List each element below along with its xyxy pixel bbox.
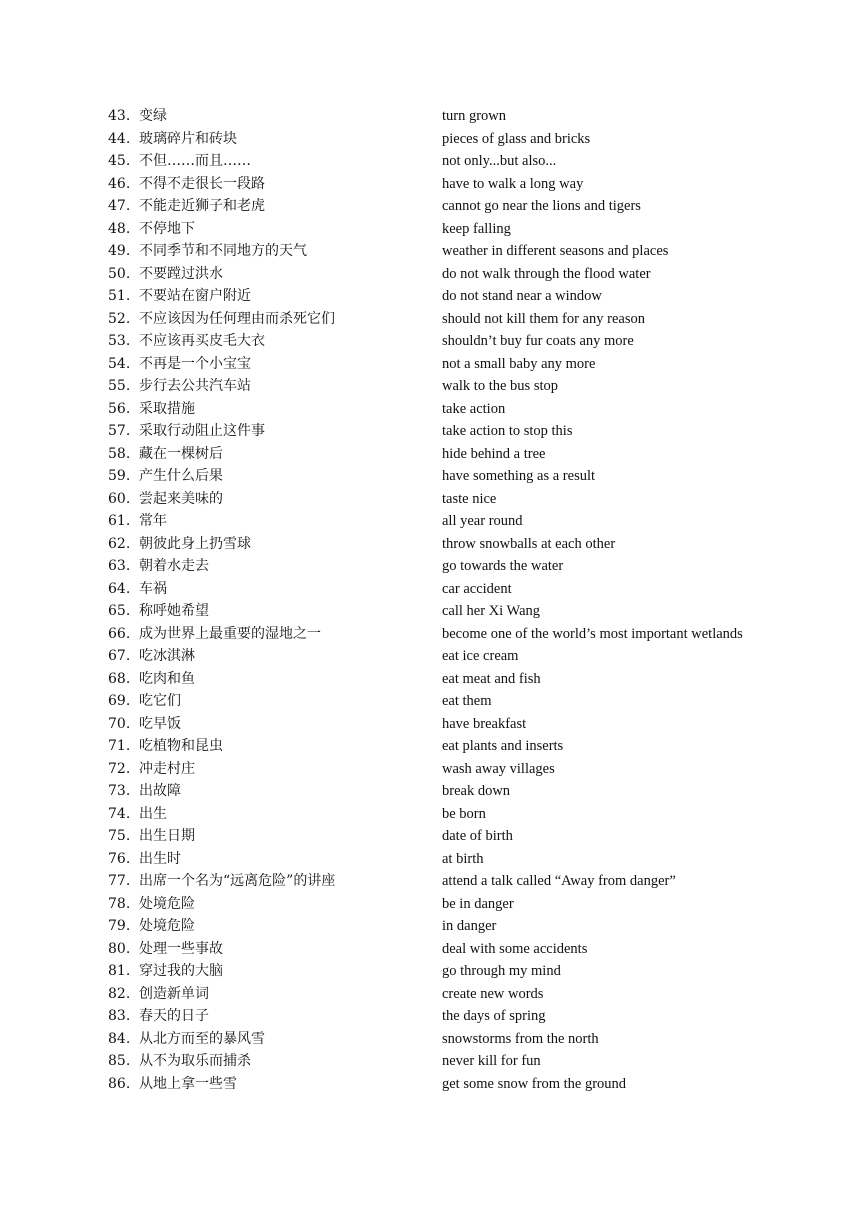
english-phrase: attend a talk called “Away from danger” [442, 873, 676, 889]
english-phrase: go through my mind [442, 963, 561, 979]
chinese-phrase: 不能走近狮子和老虎 [139, 198, 265, 214]
vocab-row [108, 915, 808, 938]
vocab-row [108, 308, 808, 331]
english-phrase: the days of spring [442, 1008, 546, 1024]
entry-number: 85. [108, 1053, 131, 1069]
entry-number: 86. [108, 1075, 131, 1092]
vocab-row [108, 735, 808, 758]
chinese-phrase: 处理一些事故 [139, 940, 223, 957]
english-phrase: not a small baby any more [442, 355, 596, 372]
english-phrase: call her Xi Wang [442, 603, 541, 619]
english-phrase: get some snow from the ground [442, 1075, 627, 1092]
english-phrase: at birth [442, 850, 484, 867]
entry-number: 83. [108, 1008, 131, 1024]
entry-number: 64. [108, 580, 131, 597]
english-phrase: snowstorms from the north [442, 1030, 599, 1047]
entry-number: 68. [108, 670, 131, 687]
vocab-row [108, 443, 808, 466]
entry-number: 66. [108, 625, 131, 642]
english-phrase: create new words [442, 985, 544, 1002]
chinese-phrase: 吃它们 [139, 693, 181, 709]
vocab-row [108, 713, 808, 736]
chinese-phrase: 出生日期 [139, 828, 195, 844]
english-phrase: taste nice [442, 490, 497, 507]
english-phrase: deal with some accidents [442, 940, 588, 957]
english-phrase: do not walk through the flood water [442, 265, 651, 282]
english-phrase: all year round [442, 513, 523, 529]
entry-number: 61. [108, 513, 131, 529]
vocab-row [108, 285, 808, 308]
vocab-row [108, 758, 808, 781]
entry-number: 75. [108, 828, 131, 844]
chinese-phrase: 从不为取乐而捕杀 [139, 1053, 251, 1069]
entry-number: 77. [108, 873, 131, 889]
english-phrase: eat plants and inserts [442, 738, 564, 754]
entry-number: 84. [108, 1030, 131, 1047]
entry-number: 82. [108, 985, 131, 1002]
vocab-row [108, 533, 808, 556]
vocab-row [108, 803, 808, 826]
entry-number: 57. [108, 423, 131, 439]
chinese-phrase: 出生 [139, 805, 167, 822]
entry-number: 78. [108, 895, 131, 912]
chinese-phrase: 成为世界上最重要的湿地之一 [139, 625, 321, 642]
chinese-phrase: 称呼她希望 [139, 603, 209, 619]
vocab-row [108, 1073, 808, 1096]
chinese-phrase: 常年 [139, 513, 167, 529]
vocab-row [108, 668, 808, 691]
chinese-phrase: 吃早饭 [139, 715, 181, 732]
entry-number: 76. [108, 850, 131, 867]
entry-number: 51. [108, 288, 131, 304]
vocab-row [108, 465, 808, 488]
chinese-phrase: 冲走村庄 [139, 760, 195, 777]
entry-number: 80. [108, 940, 131, 957]
chinese-phrase: 朝着水走去 [139, 558, 209, 574]
entry-number: 45. [108, 153, 131, 169]
chinese-phrase: 尝起来美味的 [139, 490, 223, 507]
english-phrase: have breakfast [442, 715, 527, 732]
vocab-row [108, 128, 808, 151]
vocab-row [108, 173, 808, 196]
entry-number: 55. [108, 378, 131, 394]
vocab-row [108, 263, 808, 286]
chinese-phrase: 车祸 [139, 580, 167, 597]
entry-number: 59. [108, 468, 131, 484]
chinese-phrase: 产生什么后果 [139, 468, 223, 484]
vocab-row [108, 600, 808, 623]
chinese-phrase: 处境危险 [139, 895, 195, 912]
english-phrase: eat them [442, 693, 492, 709]
entry-number: 50. [108, 265, 131, 282]
chinese-phrase: 处境危险 [139, 918, 195, 934]
entry-number: 63. [108, 558, 131, 574]
vocab-row [108, 555, 808, 578]
chinese-phrase: 吃冰淇淋 [139, 648, 195, 664]
entry-number: 60. [108, 490, 131, 507]
vocabulary-list [108, 105, 808, 1095]
entry-number: 47. [108, 198, 131, 214]
entry-number: 44. [108, 130, 131, 147]
chinese-phrase: 玻璃碎片和砖块 [139, 130, 237, 147]
english-phrase: have to walk a long way [442, 175, 584, 192]
chinese-phrase: 不要站在窗户附近 [139, 288, 251, 304]
chinese-phrase: 朝彼此身上扔雪球 [139, 535, 251, 552]
vocab-row [108, 195, 808, 218]
chinese-phrase: 不同季节和不同地方的天气 [139, 243, 307, 259]
entry-number: 49. [108, 243, 131, 259]
chinese-phrase: 变绿 [139, 108, 167, 124]
entry-number: 69. [108, 693, 131, 709]
english-phrase: eat meat and fish [442, 670, 541, 687]
chinese-phrase: 不要蹚过洪水 [139, 265, 223, 282]
vocab-row [108, 983, 808, 1006]
english-phrase: throw snowballs at each other [442, 535, 616, 552]
entry-number: 52. [108, 310, 131, 327]
vocab-row [108, 893, 808, 916]
vocab-row [108, 218, 808, 241]
chinese-phrase: 采取行动阻止这件事 [139, 423, 265, 439]
entry-number: 70. [108, 715, 131, 732]
english-phrase: do not stand near a window [442, 288, 602, 304]
chinese-phrase: 不停地下 [139, 220, 195, 237]
entry-number: 58. [108, 445, 131, 462]
vocab-row [108, 150, 808, 173]
chinese-phrase: 出生时 [139, 850, 181, 867]
english-phrase: never kill for fun [442, 1053, 541, 1069]
english-phrase: keep falling [442, 220, 511, 237]
entry-number: 43. [108, 108, 131, 124]
vocab-row [108, 960, 808, 983]
english-phrase: shouldn’t buy fur coats any more [442, 333, 634, 349]
entry-number: 73. [108, 783, 131, 799]
english-phrase: take action to stop this [442, 423, 573, 439]
chinese-phrase: 不再是一个小宝宝 [139, 355, 251, 372]
english-phrase: break down [442, 783, 511, 799]
vocab-row [108, 848, 808, 871]
english-phrase: be in danger [442, 895, 514, 912]
entry-number: 79. [108, 918, 131, 934]
chinese-phrase: 不但……而且…… [139, 153, 251, 169]
vocab-row [108, 578, 808, 601]
vocab-row [108, 375, 808, 398]
chinese-phrase: 不应该再买皮毛大衣 [139, 333, 265, 349]
vocab-row [108, 353, 808, 376]
vocab-row [108, 330, 808, 353]
vocab-row [108, 645, 808, 668]
chinese-phrase: 从北方而至的暴风雪 [139, 1030, 265, 1047]
chinese-phrase: 春天的日子 [139, 1008, 209, 1024]
entry-number: 53. [108, 333, 131, 349]
english-phrase: take action [442, 400, 506, 417]
vocab-row [108, 240, 808, 263]
vocab-row [108, 780, 808, 803]
chinese-phrase: 出席一个名为“远离危险”的讲座 [139, 873, 336, 889]
chinese-phrase: 不应该因为任何理由而杀死它们 [139, 310, 335, 327]
entry-number: 54. [108, 355, 131, 372]
english-phrase: become one of the world’s most important wetlands [442, 625, 743, 642]
english-phrase: wash away villages [442, 760, 555, 777]
chinese-phrase: 吃肉和鱼 [139, 670, 195, 687]
vocab-row [108, 938, 808, 961]
english-phrase: pieces of glass and bricks [442, 130, 591, 147]
chinese-phrase: 出故障 [139, 783, 181, 799]
vocab-row [108, 870, 808, 893]
english-phrase: be born [442, 805, 486, 822]
english-phrase: should not kill them for any reason [442, 310, 645, 327]
entry-number: 65. [108, 603, 131, 619]
english-phrase: walk to the bus stop [442, 378, 558, 394]
chinese-phrase: 创造新单词 [139, 985, 209, 1002]
english-phrase: weather in different seasons and places [442, 243, 669, 259]
english-phrase: hide behind a tree [442, 445, 546, 462]
chinese-phrase: 步行去公共汽车站 [139, 378, 251, 394]
chinese-phrase: 藏在一棵树后 [139, 445, 223, 462]
english-phrase: have something as a result [442, 468, 596, 484]
chinese-phrase: 从地上拿一些雪 [139, 1075, 237, 1092]
entry-number: 48. [108, 220, 131, 237]
entry-number: 62. [108, 535, 131, 552]
vocab-row [108, 1050, 808, 1073]
vocab-row [108, 1005, 808, 1028]
english-phrase: not only...but also... [442, 153, 557, 169]
entry-number: 67. [108, 648, 131, 664]
english-phrase: date of birth [442, 828, 513, 844]
chinese-phrase: 采取措施 [139, 400, 195, 417]
vocab-row [108, 623, 808, 646]
english-phrase: eat ice cream [442, 648, 519, 664]
english-phrase: cannot go near the lions and tigers [442, 198, 641, 214]
entry-number: 81. [108, 963, 131, 979]
english-phrase: car accident [442, 580, 512, 597]
entry-number: 72. [108, 760, 131, 777]
english-phrase: go towards the water [442, 558, 564, 574]
chinese-phrase: 吃植物和昆虫 [139, 738, 223, 754]
vocab-row [108, 1028, 808, 1051]
vocab-row [108, 420, 808, 443]
entry-number: 46. [108, 175, 131, 192]
chinese-phrase: 穿过我的大脑 [139, 963, 223, 979]
vocab-row [108, 825, 808, 848]
english-phrase: turn grown [442, 108, 507, 124]
vocab-row [108, 488, 808, 511]
entry-number: 74. [108, 805, 131, 822]
vocab-row [108, 690, 808, 713]
vocab-row [108, 510, 808, 533]
entry-number: 71. [108, 738, 131, 754]
vocab-row [108, 105, 808, 128]
chinese-phrase: 不得不走很长一段路 [139, 175, 265, 192]
vocab-row [108, 398, 808, 421]
english-phrase: in danger [442, 918, 497, 934]
entry-number: 56. [108, 400, 131, 417]
